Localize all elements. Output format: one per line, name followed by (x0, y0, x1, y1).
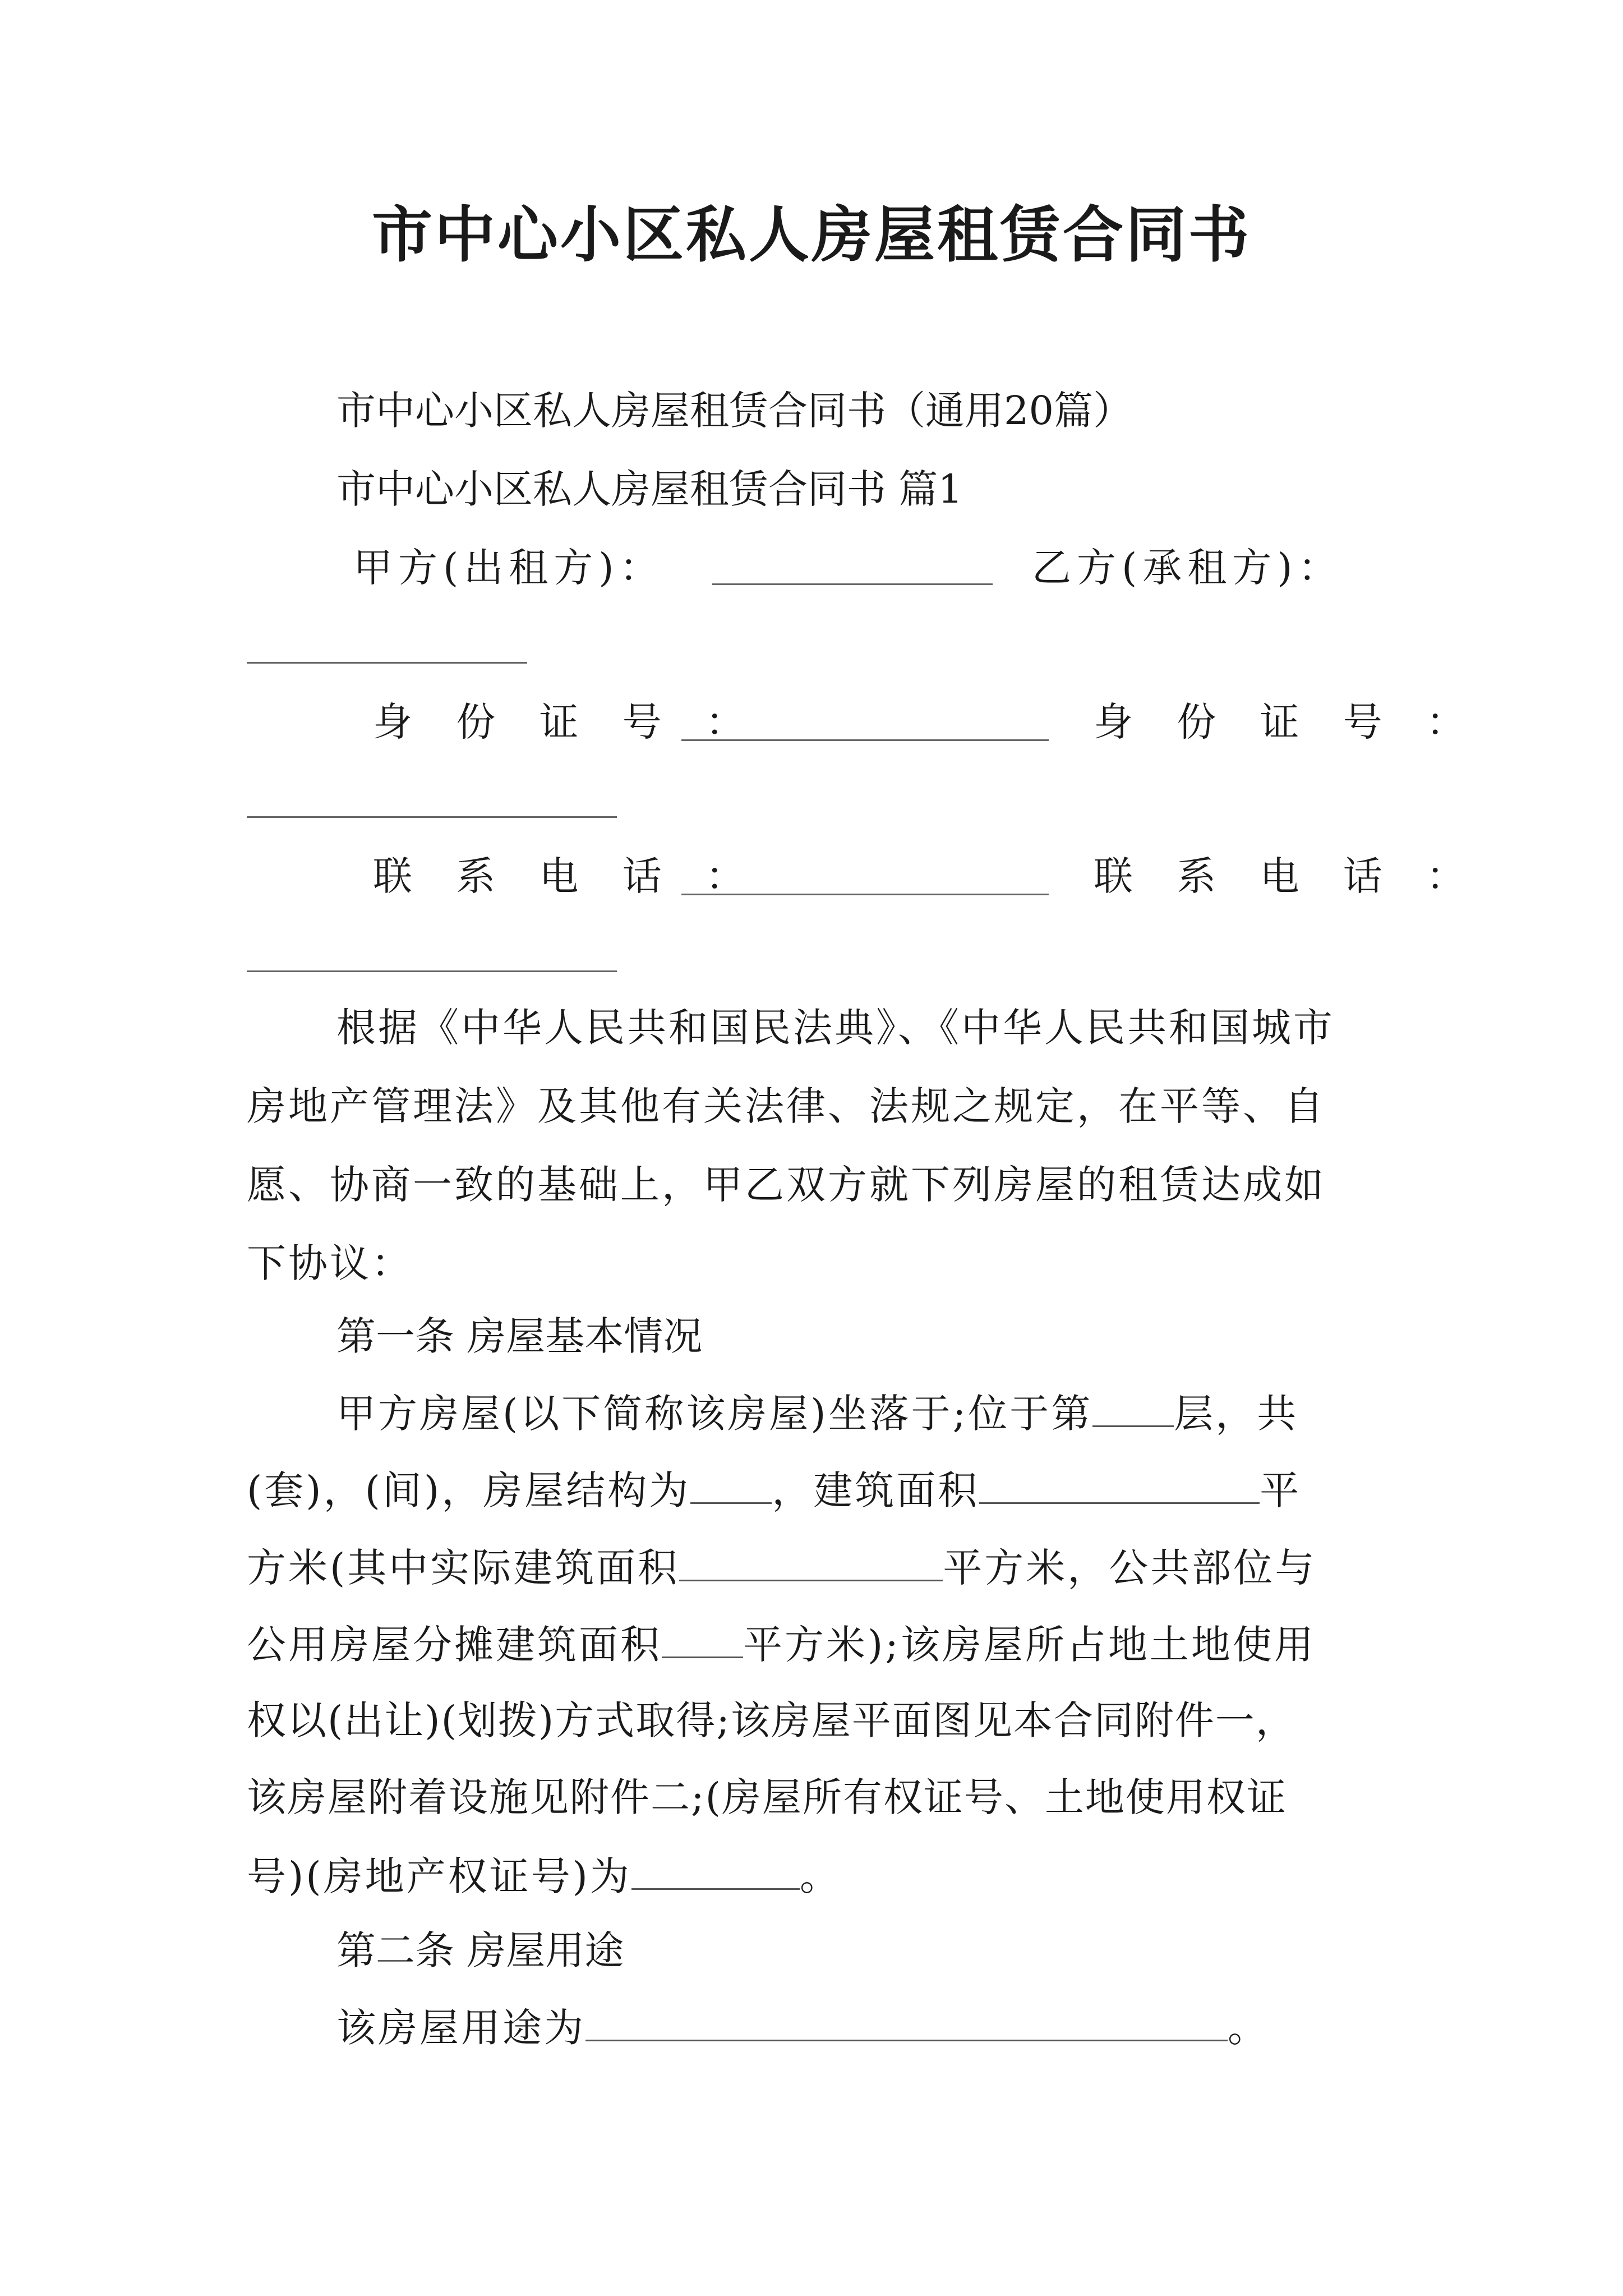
party-b-label: 乙方(承租方)： (1032, 545, 1343, 591)
article-2-line-1-text-a: 该房屋用途为 (336, 2005, 585, 2051)
article-1-line-7-text-b: 。 (799, 1853, 841, 1899)
phone-label-a: 联 系 电 话 ： (373, 853, 761, 899)
document-subtitle: 市中心小区私人房屋租赁合同书（通用20篇） (336, 388, 1133, 434)
article-1-heading: 第一条 房屋基本情况 (336, 1313, 703, 1359)
document-title: 市中心小区私人房屋租赁合同书 (371, 200, 1251, 270)
id-label-a: 身 份 证 号 ： (373, 699, 761, 745)
usage-blank (585, 2003, 1228, 2041)
article-1-line-3 (247, 1543, 1316, 1591)
article-1-line-2-text-c: 平 (1260, 1467, 1302, 1513)
preamble-line-1: 根据《中华人民共和国民法典》、《中华人民共和国城市 (336, 1005, 1335, 1051)
article-1-line-3-text-b: 平方米，公共部位与 (943, 1545, 1317, 1591)
preamble-line-2: 房地产管理法》及其他有关法律、法规之规定，在平等、自 (247, 1083, 1326, 1129)
structure-blank (690, 1465, 772, 1504)
article-1-line-2-text-b: ，建筑面积 (772, 1467, 980, 1513)
preamble-line-3: 愿、协商一致的基础上，甲乙双方就下列房屋的租赁达成如 (247, 1162, 1326, 1208)
article-2-line-1 (336, 2003, 1269, 2051)
certificate-blank (631, 1851, 800, 1890)
preamble-line-4: 下协议： (247, 1240, 413, 1286)
actual-area-blank (679, 1543, 943, 1581)
article-1-line-2 (247, 1465, 1301, 1514)
phone-label-b: 联 系 电 话 ： (1094, 853, 1482, 899)
party-a-label: 甲方(出租方)： (353, 545, 665, 591)
id-label-b: 身 份 证 号 ： (1094, 699, 1482, 745)
article-1-line-7-text-a: 号)(房地产权证号)为 (247, 1853, 631, 1899)
article-1-line-6: 该房屋附着设施见附件二;(房屋所有权证号、土地使用权证 (247, 1774, 1287, 1820)
party-b-blank (247, 662, 527, 664)
phone-a-blank (681, 894, 1049, 895)
article-2-line-1-text-b: 。 (1228, 2005, 1269, 2051)
article-1-line-2-text-a: (套)，(间)，房屋结构为 (247, 1467, 691, 1513)
article-1-line-5: 权以(出让)(划拨)方式取得;该房屋平面图见本合同附件一， (247, 1697, 1296, 1743)
article-1-line-7 (247, 1851, 841, 1900)
floor-blank (1092, 1388, 1174, 1427)
shared-area-blank (662, 1619, 743, 1658)
article-1-line-4-text-a: 公用房屋分摊建筑面积 (247, 1622, 662, 1668)
article-1-line-4 (247, 1619, 1316, 1668)
article-1-line-3-text-a: 方米(其中实际建筑面积 (247, 1545, 680, 1591)
article-1-line-1-text-b: 层，共 (1174, 1391, 1299, 1437)
area-blank (979, 1465, 1260, 1504)
article-1-line-1-text-a: 甲方房屋(以下简称该房屋)坐落于;位于第 (336, 1391, 1093, 1437)
phone-b-blank (247, 970, 617, 972)
id-b-blank (247, 816, 617, 818)
id-a-blank (681, 739, 1049, 741)
article-1-line-1 (336, 1388, 1298, 1437)
party-a-blank (712, 583, 993, 585)
section-heading: 市中心小区私人房屋租赁合同书 篇1 (336, 466, 963, 512)
article-1-line-4-text-b: 平方米);该房屋所占地土地使用 (743, 1622, 1316, 1668)
article-2-heading: 第二条 房屋用途 (336, 1927, 624, 1973)
